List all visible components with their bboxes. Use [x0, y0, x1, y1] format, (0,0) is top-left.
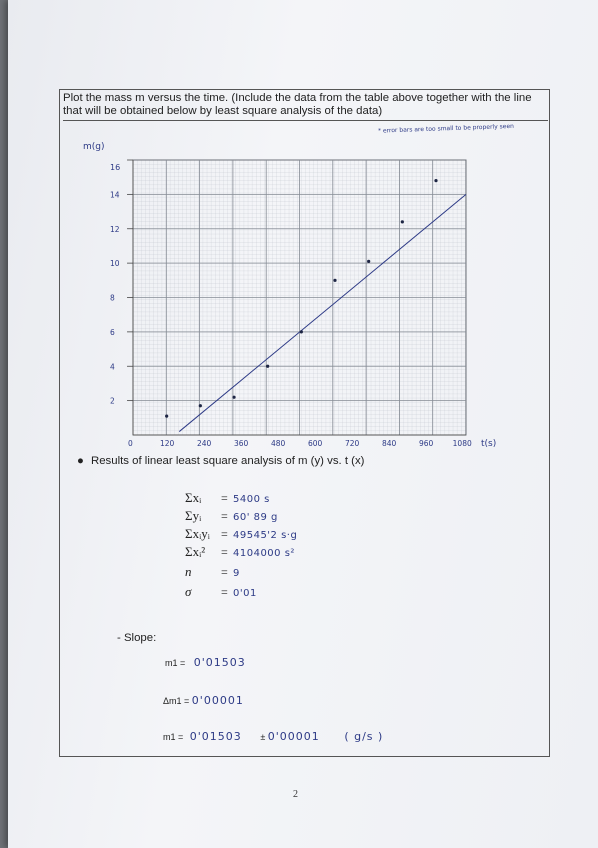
- data-point: [199, 404, 202, 407]
- sum-value: 5400 s: [233, 494, 270, 505]
- sum-symbol: n: [185, 564, 192, 579]
- data-point: [434, 179, 437, 182]
- x-tick-label: 840: [382, 439, 397, 448]
- x-tick-label: 480: [271, 439, 286, 448]
- sum-row-n: n = 9: [185, 564, 240, 579]
- sum-value: 9: [233, 568, 240, 579]
- sum-value: 60' 89 g: [233, 512, 278, 523]
- x-tick-label: 360: [234, 439, 249, 448]
- m1-row: [165, 656, 246, 669]
- y-tick-label: 10: [110, 259, 120, 269]
- sum-value: 49545'2 s·g: [233, 530, 298, 541]
- analysis-heading: [77, 455, 365, 467]
- analysis-title: Results of linear least square analysis of m (y) vs. t (x): [91, 455, 365, 467]
- m1-units: ( g/s ): [344, 730, 384, 743]
- x-tick-label: 0: [128, 439, 133, 448]
- data-point: [401, 220, 404, 223]
- data-point: [266, 365, 269, 368]
- m1-final-error: 0'00001: [267, 730, 320, 743]
- sum-symbol: Σxᵢyᵢ: [185, 526, 210, 541]
- sum-row-sigma: σ = 0'01: [185, 584, 257, 599]
- sum-symbol: Σyᵢ: [185, 508, 202, 523]
- x-tick-label: 120: [160, 439, 175, 448]
- dm1-label: Δm1 =: [163, 696, 190, 706]
- m1-final-label: m1 =: [163, 732, 184, 742]
- data-point: [300, 330, 303, 333]
- data-point: [165, 414, 168, 417]
- plus-minus: ±: [260, 732, 266, 742]
- y-tick-label: 14: [110, 190, 120, 200]
- m1-final-value: 0'01503: [189, 730, 242, 743]
- page-number: 2: [293, 789, 298, 800]
- slope-title: - Slope:: [117, 632, 157, 644]
- m1-final-row: [163, 730, 383, 743]
- x-tick-label: 720: [345, 439, 360, 448]
- y-tick-label: 12: [110, 224, 120, 234]
- data-point: [333, 279, 336, 282]
- sum-row-y: Σyᵢ = 60' 89 g: [185, 508, 278, 523]
- y-tick-label: 2: [110, 396, 115, 406]
- x-tick-label: 240: [197, 439, 212, 448]
- dm1-row: [163, 694, 244, 707]
- sum-row-x: Σxᵢ = 5400 s: [185, 490, 270, 505]
- y-tick-label: 4: [110, 362, 115, 372]
- dm1-value: 0'00001: [191, 694, 244, 707]
- x-axis-label: t(s): [481, 439, 497, 449]
- bullet-dot-icon: ●: [77, 455, 84, 467]
- m1-value: 0'01503: [193, 656, 246, 669]
- y-tick-label: 6: [110, 327, 115, 337]
- x-tick-label: 1080: [452, 439, 472, 448]
- sum-symbol: Σxᵢ²: [185, 544, 206, 559]
- error-bar-note: * error bars are too small to be properly seen: [377, 122, 515, 135]
- m1-label: m1 =: [165, 658, 186, 668]
- y-axis-label: m(g): [83, 142, 105, 152]
- y-tick-16: 16: [110, 163, 121, 172]
- sum-row-x2: Σxᵢ² = 4104000 s²: [185, 544, 295, 559]
- sum-value: 4104000 s²: [233, 548, 295, 559]
- sum-symbol: Σxᵢ: [185, 490, 202, 505]
- data-point: [232, 396, 235, 399]
- x-tick-label: 960: [419, 439, 434, 448]
- y-tick-label: 8: [110, 293, 115, 303]
- plot-instruction: Plot the mass m versus the time. (Include the data from the table above together with the line that will be obtained below by least square analysis of the data): [63, 92, 548, 121]
- sum-row-xy: Σxᵢyᵢ = 49545'2 s·g: [185, 526, 298, 541]
- data-point: [367, 260, 370, 263]
- sum-symbol: σ: [185, 584, 192, 599]
- x-tick-label: 600: [308, 439, 323, 448]
- sum-value: 0'01: [233, 588, 257, 599]
